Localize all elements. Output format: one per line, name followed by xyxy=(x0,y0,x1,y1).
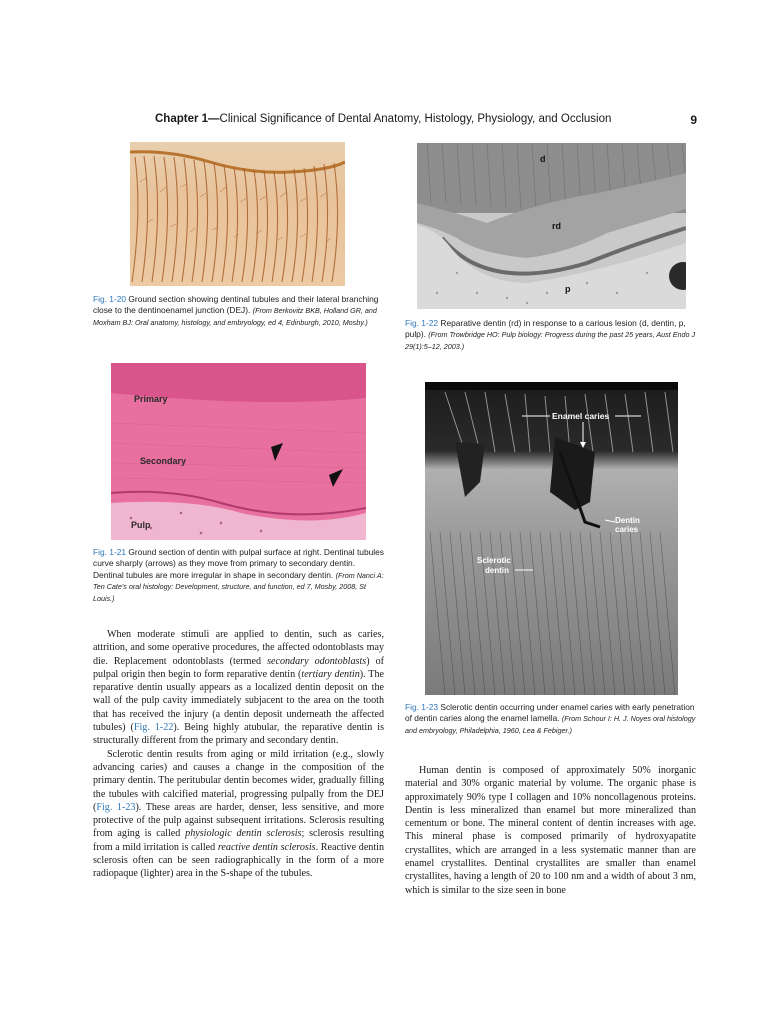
text-run: ). The reparative dentin usually appears as a localized dentin deposit on the wall of the pulp cavity immediately subjacent to the area on the tooth that has received the injury (a dentin deposit underneath the affected tubules) ( xyxy=(93,668,384,734)
fig-1-20-caption xyxy=(93,294,383,328)
fig-1-23-label-caries: caries xyxy=(615,525,639,534)
emphasis-physiologic-sclerosis: physiologic dentin sclerosis xyxy=(185,828,302,840)
fig-1-21-image xyxy=(111,363,366,540)
text-run: ). Being highly atubular, the reparative dentin is structurally different from the primary and secondary dentin. xyxy=(93,722,385,747)
fig-1-22-label-d: d xyxy=(540,154,546,164)
fig-1-23-label-enamel-caries: Enamel caries xyxy=(552,411,610,421)
fig-1-22-number: Fig. 1-22 xyxy=(405,318,439,328)
chapter-label: Chapter 1— xyxy=(155,113,220,125)
fig-1-23-source: (From Schour I: H. J. Noyes oral histology and embryology, Philadelphia, 1960, Lea & Febiger.) xyxy=(405,714,696,735)
text-run: ). These areas are harder, denser, less sensitive, and more protective of the pulp against subsequent irritations. Sclerosis resulting from aging is called xyxy=(93,801,384,840)
paragraph-reparative-dentin xyxy=(93,628,384,748)
paragraph-dentin-composition: Human dentin is composed of approximately 50% inorganic material and 30% organic material by volume. The organic phase is approximately 90% type I collagen and 10% noncollagenous proteins. Dentin is less mineralized than enamel but more mineralized than cementum or bone. The mineral content of dentin increases with age. This mineral phase is composed primarily of hydroxyapatite crystallites, which are arranged in a less systematic manner than are enamel crystallites. Dentinal crystallites are smaller than enamel crystallites, having a length of 20 to 100 nm and a width of about 3 nm, which is similar to the size seen in bone xyxy=(405,765,696,896)
fig-1-23-label-sclerotic: Sclerotic xyxy=(477,556,511,565)
fig-1-22-source: (From Trowbridge HO: Pulp biology: Progress during the past 25 years, Aust Endo J 29(1):5–12, 2003.) xyxy=(405,330,696,351)
fig-1-23-label-dentin2: dentin xyxy=(485,566,509,575)
text-run: ; sclerosis resulting from a mild irritation is called xyxy=(93,828,385,853)
fig-1-23-caption xyxy=(405,702,696,736)
emphasis-secondary-odontoblasts: secondary odontoblasts xyxy=(267,655,367,667)
text-run: ) of pulpal origin then begin to form reparative dentin ( xyxy=(93,655,385,680)
fig-1-21-caption-text: Ground section of dentin with pulpal surface at right. Dentinal tubules curve sharply (arrows) as they move from primary to secondary dentin. Dentinal tubules are more irregular in shape in secondary dentin. xyxy=(93,547,384,580)
left-body-column xyxy=(93,628,384,881)
page-number: 9 xyxy=(690,113,697,127)
chapter-title: Clinical Significance of Dental Anatomy, Histology, Physiology, and Occlusion xyxy=(219,113,612,125)
emphasis-tertiary-dentin: tertiary dentin xyxy=(301,668,360,680)
fig-1-21-caption xyxy=(93,547,384,604)
right-body-column xyxy=(405,764,696,897)
fig-1-21-label-secondary: Secondary xyxy=(140,456,187,466)
fig-1-22-label-rd: rd xyxy=(552,221,561,231)
fig-1-23-caption-text: Sclerotic dentin occurring under enamel caries with early penetration of dentin caries along the enamel lamella. xyxy=(405,702,695,724)
text-run: Sclerotic dentin results from aging or mild irritation (e.g., slowly advancing caries) and causes a change in the composition of the primary dentin. The peritubular dentin becomes wider, gradually filling the tubules with calcified material, progressing pulpally from the DEJ ( xyxy=(93,748,384,813)
fig-1-21-label-pulp: Pulp xyxy=(131,520,151,530)
fig-1-22-caption-text: Reparative dentin (rd) in response to a carious lesion (d, dentin, p, pulp). xyxy=(405,318,686,340)
emphasis-reactive-sclerosis: reactive dentin sclerosis xyxy=(217,841,316,853)
text-run: When moderate stimuli are applied to dentin, such as caries, attrition, and some operative procedures, the affected odontoblasts may die. Replacement odontoblasts (termed xyxy=(93,629,384,667)
fig-1-23-image xyxy=(425,382,678,695)
fig-1-21-number: Fig. 1-21 xyxy=(93,547,127,557)
figure-link-1-23[interactable]: Fig. 1-23 xyxy=(96,801,136,813)
figure-link-1-22[interactable]: Fig. 1-22 xyxy=(133,722,174,734)
fig-1-21-label-primary: Primary xyxy=(134,394,168,404)
fig-1-20-image xyxy=(130,142,345,286)
fig-1-21-source: (From Nanci A: Ten Cate's oral histology: Development, structure, and function, ed 7, Mosby, 2008, St Louis.) xyxy=(93,570,384,603)
running-header xyxy=(155,113,697,129)
paragraph-sclerotic-dentin xyxy=(93,748,384,881)
fig-1-20-caption-text: Ground section showing dentinal tubules and their lateral branching close to the dentinoenamel junction (DEJ). xyxy=(93,294,379,316)
fig-1-22-image xyxy=(417,143,686,309)
fig-1-23-label-dentin: Dentin xyxy=(615,516,640,525)
fig-1-20-source: (From Berkovitz BKB, Holland GR, and Moxham BJ: Oral anatomy, histology, and embryology, ed 4, Edinburgh, 2010, Mosby.) xyxy=(93,306,377,327)
text-run: . Reactive dentin sclerosis often can be seen radiographically in the form of a more radiopaque (lighter) area in the S-shape of the tubules. xyxy=(93,841,384,880)
fig-1-23-number: Fig. 1-23 xyxy=(405,702,439,712)
fig-1-22-label-p: p xyxy=(565,284,571,294)
fig-1-22-caption xyxy=(405,318,696,352)
fig-1-20-number: Fig. 1-20 xyxy=(93,294,127,304)
